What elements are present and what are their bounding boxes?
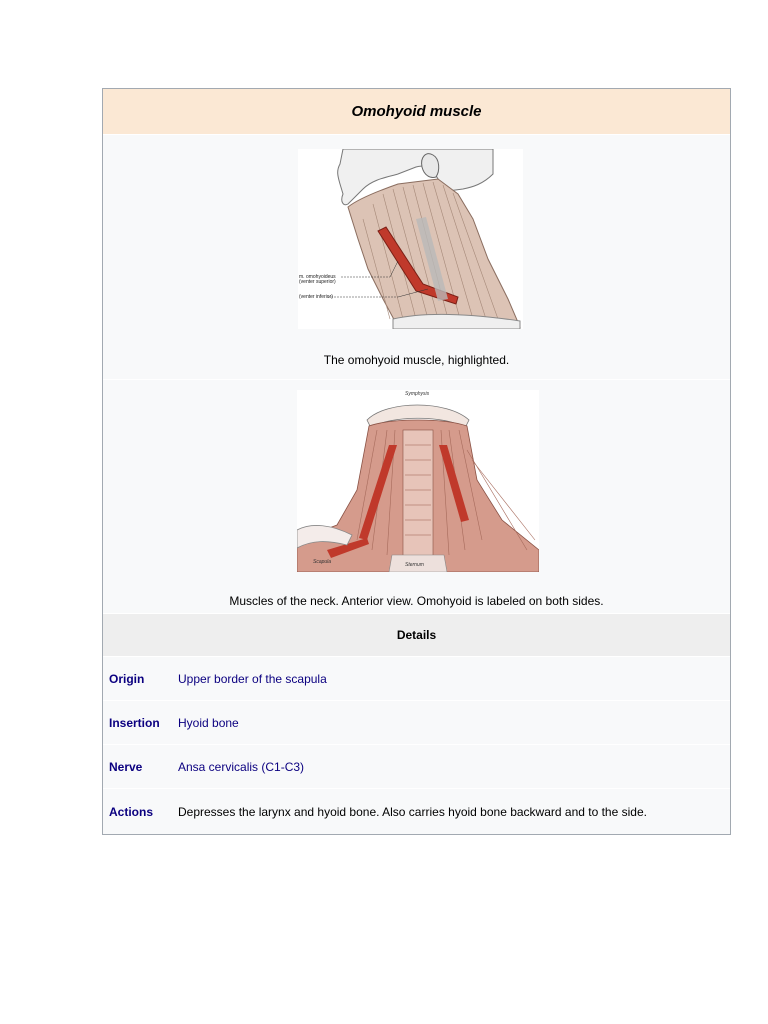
label-sternum: Sternum (405, 562, 424, 568)
info-value-text: Depresses the larynx and hyoid bone. Also carries hyoid bone backward and to the side. (178, 804, 647, 819)
caption-anterior: Muscles of the neck. Anterior view. Omohyoid is labeled on both sides. (229, 594, 604, 608)
neck-anterior-illustration[interactable] (297, 390, 539, 572)
infobox (102, 88, 731, 835)
neck-lateral-illustration[interactable] (298, 149, 523, 329)
label-venter-superior: (venter superior) (299, 279, 336, 285)
info-value-link[interactable]: Upper border of the scapula (178, 671, 327, 686)
infobox-title: Omohyoid muscle (103, 89, 730, 135)
info-row-nerve (103, 745, 730, 789)
info-value-link[interactable]: Ansa cervicalis (C1-C3) (178, 759, 305, 774)
label-symphysis: Symphysis (405, 391, 430, 397)
info-label: Origin (109, 671, 145, 686)
label-scapula: Scapula (313, 559, 332, 565)
info-row-origin (103, 657, 730, 701)
info-label: Nerve (109, 759, 143, 774)
caption-lateral: The omohyoid muscle, highlighted. (323, 353, 510, 367)
info-label: Insertion (109, 715, 160, 730)
image-cell-lateral (103, 135, 730, 380)
info-value-link[interactable]: Hyoid bone (178, 715, 239, 730)
lateral-labels (299, 275, 336, 300)
label-venter-inferior: (venter inferior) (299, 294, 333, 300)
info-row-actions (103, 789, 730, 834)
details-header: Details (103, 614, 730, 657)
image-cell-anterior (103, 380, 730, 614)
info-label: Actions (109, 804, 154, 819)
info-row-insertion (103, 701, 730, 745)
label-omohyoideus: m. omohyoideus (299, 274, 336, 280)
